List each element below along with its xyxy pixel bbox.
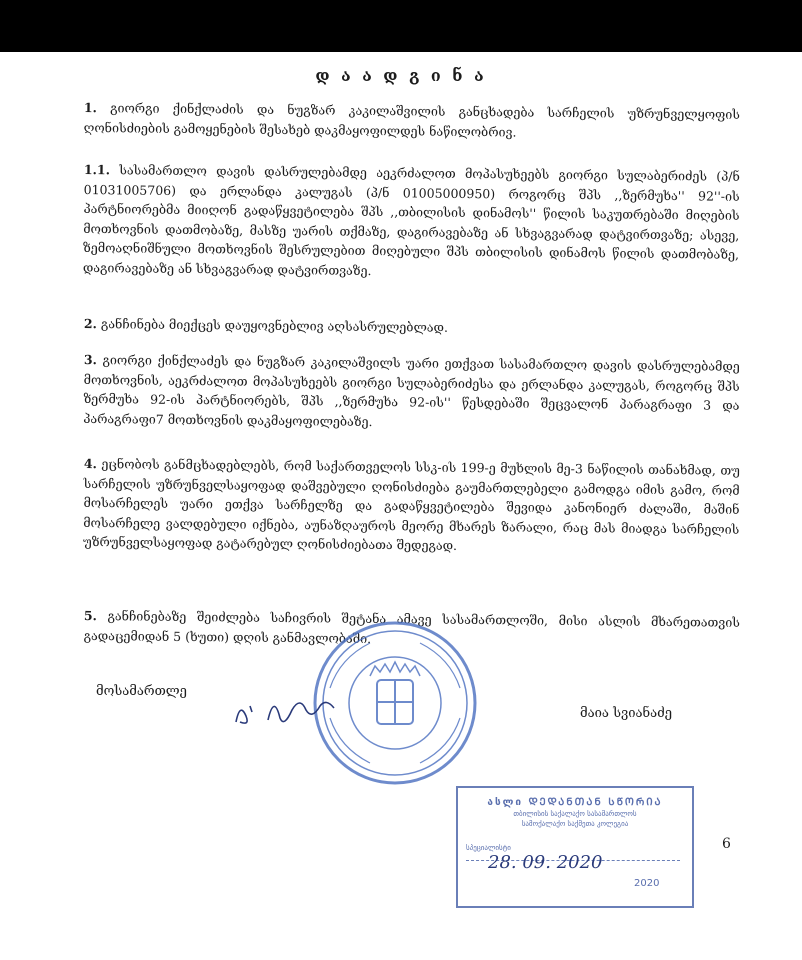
paragraph-text: გიორგი ქინქლაძის და ნუგზარ კაკილაშვილის განცხადება სარჩელის უზრუნველყოფის ღონისძიების გამოყენების შესახებ დაკმაყოფილდეს ნაწილობრივ. xyxy=(83,100,740,140)
judge-signature-icon xyxy=(228,688,348,734)
paragraph-3 xyxy=(83,350,740,435)
stamp-collegium: სამოქალაქო საქმეთა კოლეგია xyxy=(521,820,629,828)
paragraph-number: 3. xyxy=(83,351,98,368)
document-title: დ ა ა დ გ ი ნ ა xyxy=(315,66,487,85)
stamp-year: 2020 xyxy=(634,878,660,889)
judge-name: მაია სვიანაძე xyxy=(580,706,673,721)
paragraph-number: 1. xyxy=(83,99,98,116)
paragraph-text: განჩინება მიექცეს დაუყოვნებლივ აღსასრულებლად. xyxy=(100,316,449,335)
stamp-date: 28. 09. 2020 xyxy=(488,852,603,873)
stamp-specialist-label: სპეციალისტი xyxy=(466,844,511,852)
paragraph-text: ეცნობოს განმცხადებლებს, რომ საქართველოს სსკ-ის 199-ე მუხლის მე-3 ნაწილის თანახმად, თუ სარჩელის უზრუნველსაყოფად დაშვებული ღონისძიება გაუმართლებელი გამოდგა იმის გამო, რომ მოსარჩელეს უარი ეთქვა სარჩელზე და გადაწყვეტილება შევიდა კანონიერ ძალაში, მაშინ მოსარჩელე ვალდებული იქნება, აუნაზღაუროს მეორე მხარეს ზარალი, რაც მას მიადგა სარჩელის უზრუნველსაყოფად გატარებულ ღონისძიებათა შედეგად. xyxy=(83,456,740,553)
paragraph-1 xyxy=(84,98,740,144)
stamp-court: თბილისის საქალაქო სასამართლოს xyxy=(513,810,637,818)
paragraph-text: განჩინებაზე შეიძლება საჩივრის შეტანა ამავე სასამართლოში, მისი ასლის მხარეთათვის გადაცემიდან 5 (ხუთი) დღის განმავლობაში. xyxy=(83,608,740,646)
page-number: 6 xyxy=(722,836,731,852)
paragraph-1-1 xyxy=(83,160,740,284)
paragraph-2 xyxy=(84,314,740,340)
paragraph-number: 4. xyxy=(83,455,98,472)
judge-label: მოსამართლე xyxy=(96,684,187,699)
paragraph-number: 2. xyxy=(83,315,98,332)
copy-stamp xyxy=(456,786,694,908)
stamp-heading: ასლი ᲓᲔᲓᲐᲜᲗᲐᲜ ᲡᲬᲝᲠᲘᲐ xyxy=(487,797,663,808)
paragraph-text: სასამართლო დავის დასრულებამდე აეკრძალოთ მოპასუხეებს გიორგი სულაბერიძეს (პ/ნ 01031005706) და ერლანდა კალუგას (პ/ნ 01005000950) როგორც შპს ,,ზერმუხა'' 92''-ის პარტნიორებმა მიიღონ გადაწყვეტილება შპს ,,თბილისის დინამოს'' წილის საკუთრებაში მიღების მოთხოვნის დათმობაზე, მასზე უარის თქმაზე, დაგირავებაზე ან სხვაგვარად დატვირთვაზე; ასევე, ზემოაღნიშნული მოთხოვნის შესრულებით მიღებული შპს თბილისის დინამოს წილის დათმობაზე, დაგირავებაზე ან სხვაგვარად დატვირთვაზე. xyxy=(82,162,740,278)
paragraph-text: გიორგი ქინქლაძეს და ნუგზარ კაკილაშვილს უარი ეთქვათ სასამართლო დავის დასრულებამდე მოთხოვნის, აეკრძალოთ მოპასუხეებს გიორგი სულაბერიძესა და ერლანდა კალუგას, როგორც შპს ზერმუხა 92-ის პარტნიორებს, შპს ,,ზერმუხა 92-ის'' წესდებაში შეცვალონ პარაგრაფი 3 და პარაგრაფი7 მოთხოვნის დაკმაყოფილებაზე. xyxy=(83,352,740,429)
paragraph-4 xyxy=(83,454,740,558)
paragraph-number: 5. xyxy=(83,607,98,624)
top-black-bar xyxy=(0,0,802,52)
paragraph-number: 1.1. xyxy=(83,161,111,178)
